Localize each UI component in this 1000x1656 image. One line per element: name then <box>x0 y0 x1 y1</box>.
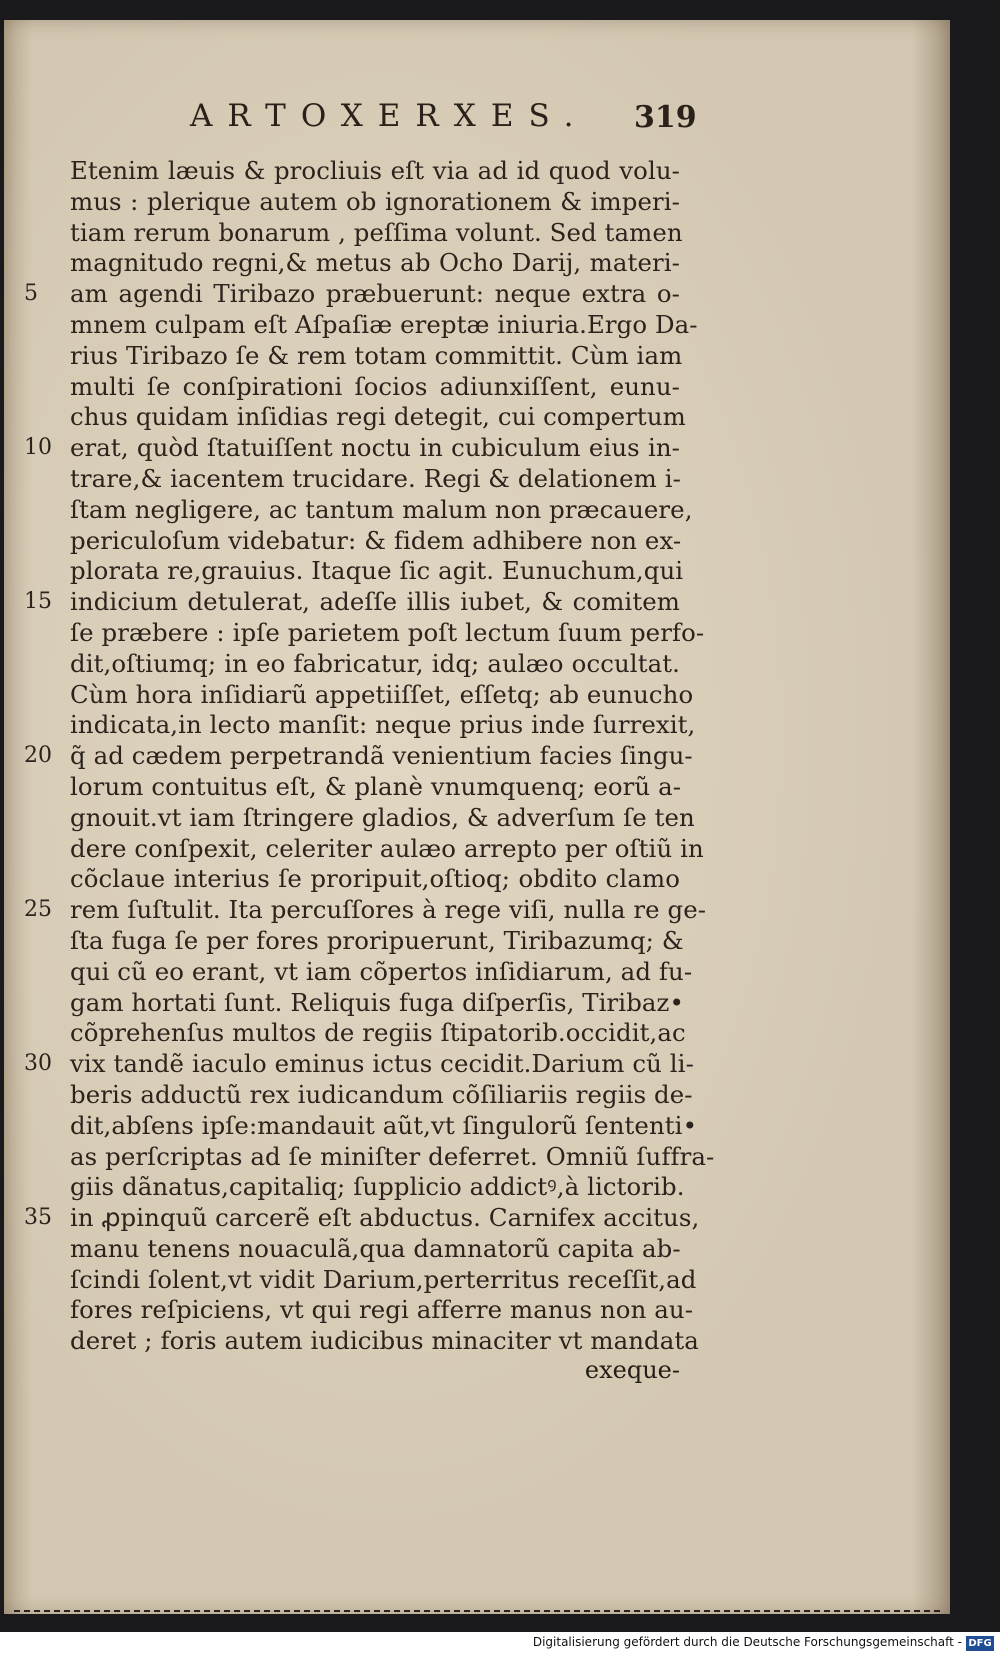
text-line <box>70 1141 715 1173</box>
text-line <box>70 987 684 1019</box>
text-line <box>70 1295 694 1326</box>
text-line <box>70 710 696 741</box>
page-header <box>4 98 950 138</box>
text-line <box>70 156 680 187</box>
line-text: gnouit.vt iam ſtringere gladios, & adverſum ſe ten <box>70 802 695 832</box>
dfg-logo: DFG <box>966 1636 994 1651</box>
running-head: ARTOXERXES. <box>190 98 589 134</box>
text-line <box>70 1326 699 1357</box>
line-text: erat, quòd ſtatuiſſent noctu in cubiculum eius in- <box>70 433 680 463</box>
line-text: ſta fuga ſe per fores proripuerunt, Tiribazumq; & <box>70 925 684 955</box>
line-text: gam hortati ſunt. Reliquis fuga diſperſis, Tiribaz• <box>70 987 684 1017</box>
line-number: 35 <box>24 1205 52 1231</box>
line-text: dit,abſens ipſe:mandauit aũt,vt ſingulorũ ſententi• <box>70 1110 698 1140</box>
line-text: beris adductũ rex iudicandum cõſiliariis regiis de- <box>70 1079 693 1109</box>
text-line <box>70 1234 680 1265</box>
line-text: chus quidam inſidias regi detegit, cui compertum <box>70 402 686 432</box>
line-text: fores reſpiciens, vt qui regi afferre manus non au- <box>70 1295 694 1325</box>
footer-bar <box>0 1632 1000 1656</box>
text-line <box>70 772 680 803</box>
text-line <box>24 895 707 926</box>
text-line <box>70 248 680 279</box>
line-text: as perſcriptas ad ſe miniſter deferret. Omniũ ſuffra- <box>70 1141 715 1171</box>
line-text: am agendi Tiribazo præbuerunt: neque extra o- <box>70 279 680 309</box>
text-line <box>70 494 693 526</box>
line-text: lorum contuitus eſt, & planè vnumquenq; eorũ a- <box>70 771 682 801</box>
text-line <box>70 526 680 557</box>
line-text: indicata,in lecto manſit: neque prius inde ſurrexit, <box>70 710 696 740</box>
text-line <box>70 956 693 988</box>
line-text: periculoſum videbatur: & fidem adhibere non ex- <box>70 525 682 555</box>
line-text: in ꝓpinquũ carcerẽ eſt abductus. Carnifex accitus, <box>70 1203 700 1233</box>
text-line <box>70 833 704 865</box>
line-text: vix tandẽ iaculo eminus ictus cecidit.Darium cũ li- <box>70 1049 694 1079</box>
line-text: cõprehenſus multos de regiis ſtipatorib.occidit,ac <box>70 1018 686 1048</box>
line-text: Cùm hora inſidiarũ appetiiſſet, eſſetq; ab eunucho <box>70 679 694 709</box>
text-line <box>70 802 695 834</box>
text-line <box>70 649 680 680</box>
text-line <box>70 556 684 587</box>
line-number: 20 <box>24 743 52 769</box>
body-text <box>24 156 715 1357</box>
text-line <box>70 679 694 711</box>
text-line <box>24 279 680 310</box>
line-text: ſe præbere : ipſe parietem poſt lectum ſuum perfo- <box>70 617 705 647</box>
line-text: trare,& iacentem trucidare. Regi & delationem i- <box>70 463 681 493</box>
text-line <box>70 464 680 495</box>
text-line <box>70 617 705 649</box>
line-text: indicium detulerat, adeſſe illis iubet, & comitem <box>70 587 680 617</box>
line-text: ſcindi ſolent,vt vidit Darium,perterritus receſſit,ad <box>70 1264 697 1294</box>
line-text: manu tenens nouaculã,qua damnatorũ capita ab- <box>70 1233 681 1263</box>
line-text: mus : plerique autem ob ignorationem & imperi- <box>70 186 680 216</box>
text-line <box>70 340 683 372</box>
text-line <box>70 1079 693 1111</box>
line-text: cõclaue interius ſe proripuit,oſtioq; obdito clamo <box>70 864 680 894</box>
line-text: Etenim læuis & procliuis eſt via ad id quod volu- <box>70 156 680 185</box>
text-line <box>70 372 680 403</box>
funding-credit: Digitalisierung gefördert durch die Deutsche Forschungsgemeinschaft - <box>532 1635 962 1649</box>
text-line <box>70 1018 686 1049</box>
line-number: 10 <box>24 435 52 461</box>
line-text: qui cũ eo erant, vt iam cõpertos inſidiarum, ad fu- <box>70 956 693 986</box>
line-text: ſtam negligere, ac tantum malum non præcauere, <box>70 494 693 524</box>
line-text: rem ſuſtulit. Ita percuſſores à rege viſi, nulla re ge- <box>70 895 707 925</box>
text-line <box>70 1264 697 1296</box>
line-text: magnitudo regni,& metus ab Ocho Darij, materi- <box>70 248 680 278</box>
text-line <box>70 1172 685 1203</box>
line-number: 25 <box>24 897 52 923</box>
catchword: exeque- <box>584 1356 680 1384</box>
book-page <box>4 20 950 1614</box>
line-text: mnem culpam eſt Aſpaſiæ ereptæ iniuria.Ergo Da- <box>70 309 698 339</box>
line-text: giis dãnatus,capitaliq; ſupplicio addictꝰ,à lictorib. <box>70 1172 685 1202</box>
line-text: plorata re,grauius. Itaque ſic agit. Eunuchum,qui <box>70 556 684 586</box>
line-text: dere conſpexit, celeriter aulæo arrepto per oſtiũ in <box>70 833 704 863</box>
line-number: 30 <box>24 1051 52 1077</box>
line-text: rius Tiribazo ſe & rem totam committit. Cùm iam <box>70 340 683 370</box>
line-text: q̃ ad cædem perpetrandã venientium facies ſingu- <box>70 741 693 771</box>
text-line <box>70 925 684 957</box>
text-line <box>24 741 693 772</box>
text-line <box>24 1049 694 1080</box>
text-line <box>70 187 680 218</box>
text-line <box>70 217 683 249</box>
page-number: 319 <box>634 100 697 135</box>
text-line <box>24 587 680 618</box>
page-bottom-edge <box>14 1610 940 1618</box>
line-text: deret ; foris autem iudicibus minaciter vt mandata <box>70 1326 699 1356</box>
line-number: 5 <box>24 281 38 307</box>
text-line <box>70 864 680 895</box>
line-text: dit,oſtiumq; in eo fabricatur, idq; aulæo occultat. <box>70 648 680 678</box>
text-line <box>24 433 680 464</box>
text-line <box>70 1110 698 1142</box>
text-line <box>70 402 686 433</box>
text-line <box>24 1203 700 1234</box>
line-text: multi ſe conſpirationi ſocios adiunxiſſent, eunu- <box>70 371 680 401</box>
text-line <box>70 309 698 341</box>
line-number: 15 <box>24 589 52 615</box>
line-text: tiam rerum bonarum , peſſima volunt. Sed tamen <box>70 217 683 247</box>
